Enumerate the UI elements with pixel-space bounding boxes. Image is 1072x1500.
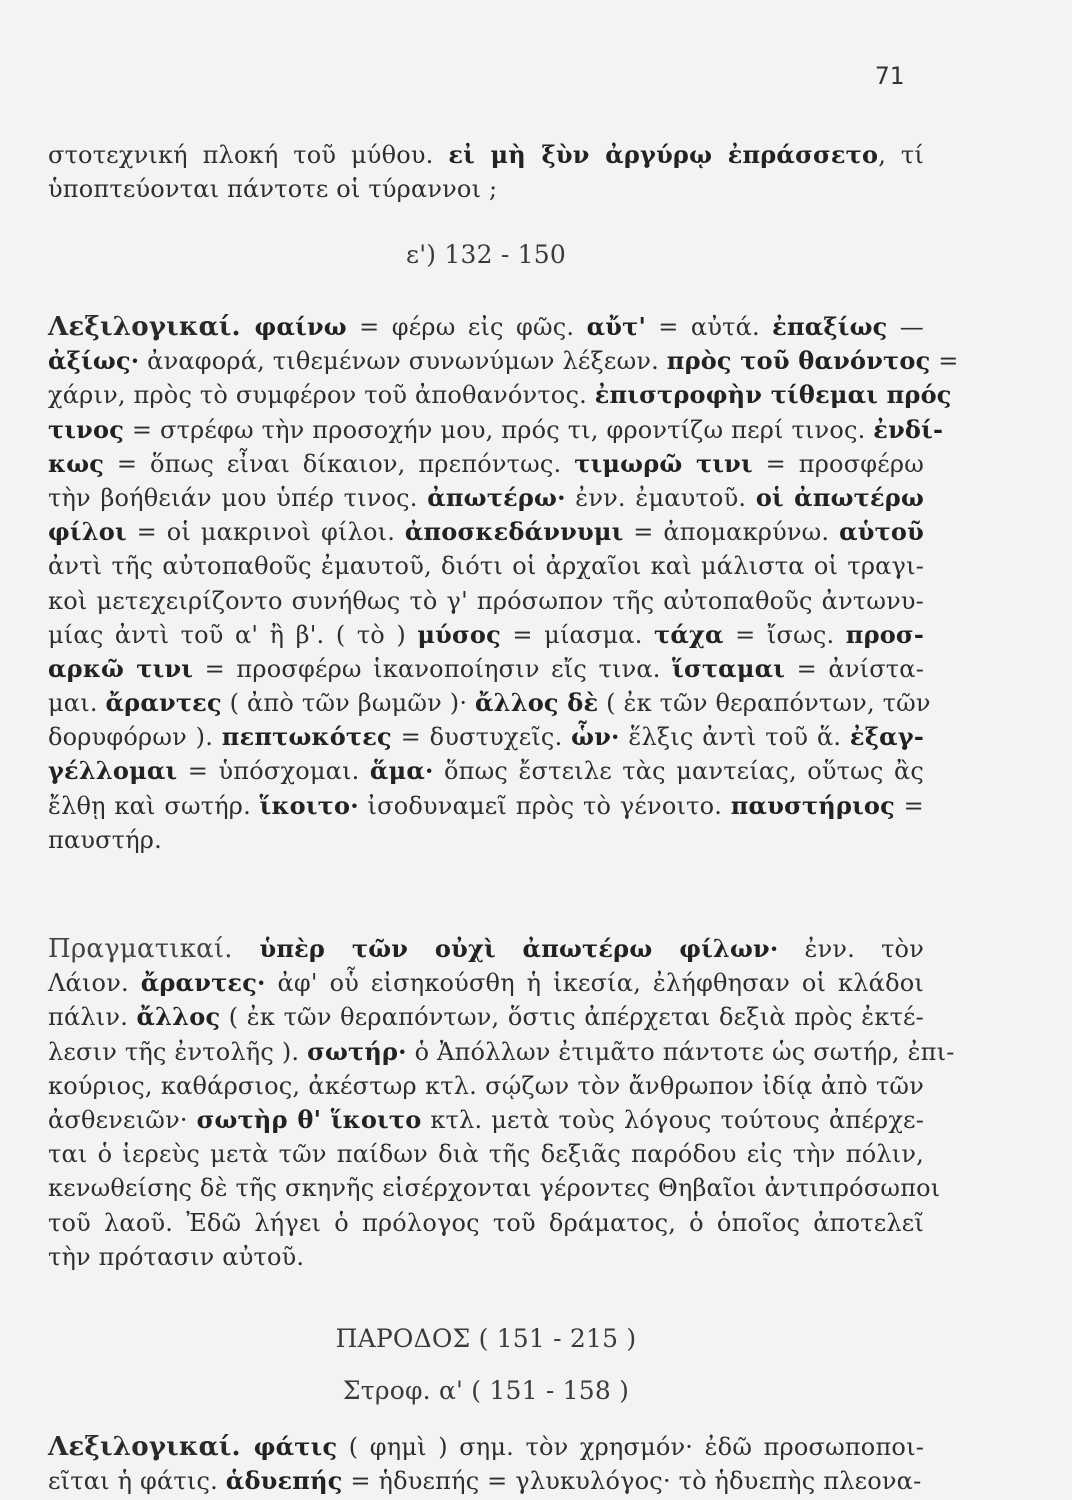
text-line bbox=[48, 1103, 924, 1137]
text-run: ὁ Ἀπόλλων ἐτιμᾶτο πάντοτε ὡς σωτήρ, ἐπι- bbox=[406, 1037, 955, 1066]
section-label: Πραγματικαί. bbox=[48, 934, 260, 964]
text-line bbox=[48, 1035, 955, 1069]
text-line bbox=[48, 1430, 924, 1464]
glossed-term: πρὸς τοῦ θανόντος bbox=[666, 346, 931, 376]
glossed-term: ὑπὲρ τῶν οὐχὶ ἀπωτέρω φίλων· bbox=[259, 934, 779, 963]
glossed-term: κως bbox=[48, 448, 105, 478]
text-line bbox=[48, 1137, 924, 1171]
text-line bbox=[48, 618, 924, 652]
text-run: ἐνν. τὸν bbox=[778, 935, 924, 963]
glossed-term: ἵσταμαι bbox=[672, 653, 786, 683]
text-run: κενωθείσης δὲ τῆς σκηνῆς εἰσέρχονται γέροντες Θηβαῖοι ἀντιπρόσωποι bbox=[48, 1174, 941, 1203]
text-run: — bbox=[887, 313, 924, 341]
paragraph-continuation bbox=[48, 138, 924, 206]
text-line bbox=[48, 413, 944, 447]
glossed-term: σωτήρ· bbox=[307, 1036, 407, 1066]
glossed-term: μύσος bbox=[417, 619, 501, 649]
text-line bbox=[48, 481, 924, 515]
text-line bbox=[48, 652, 924, 686]
text-run: ἀσθενειῶν· bbox=[48, 1105, 197, 1134]
text-run: = bbox=[930, 347, 959, 376]
text-run: = προσφέρω bbox=[752, 449, 924, 478]
text-line bbox=[48, 754, 924, 788]
text-run: ται ὁ ἱερεὺς μετὰ τῶν παίδων διὰ τῆς δεξιᾶς παρόδου εἰς τὴν πόλιν, bbox=[48, 1140, 924, 1169]
glossed-term: ἐξαγ- bbox=[849, 722, 924, 752]
glossed-term: ἐνδί- bbox=[873, 414, 944, 444]
text-run: ( ἐκ τῶν θεραπόντων, τῶν bbox=[598, 689, 931, 718]
glossed-term: γέλλομαι bbox=[48, 756, 178, 786]
glossed-term: σωτὴρ θ' ἵκοιτο bbox=[196, 1104, 422, 1134]
glossed-term: ἄλλος δὲ bbox=[475, 688, 599, 718]
glossed-term: ἅμα· bbox=[369, 756, 434, 786]
text-line bbox=[48, 1240, 924, 1274]
glossed-term: ἄραντες bbox=[105, 688, 222, 718]
glossed-term: ἐπαξίως bbox=[772, 312, 888, 341]
glossed-term: ἀξίως· bbox=[48, 346, 140, 376]
glossed-term: ἄραντες· bbox=[140, 968, 266, 998]
glossed-term: φαίνω bbox=[254, 312, 347, 341]
text-run: ἕλξις ἀντὶ τοῦ ἅ. bbox=[619, 723, 850, 752]
text-run: ὑποπτεύονται πάντοτε οἱ τύραννοι ; bbox=[48, 175, 498, 204]
text-run: Λάιον. bbox=[48, 969, 141, 998]
text-line bbox=[48, 378, 952, 412]
section-label: Λεξιλογικαί. bbox=[48, 312, 255, 342]
text-line bbox=[48, 549, 924, 583]
text-line bbox=[48, 584, 924, 618]
text-run: ἀντὶ τῆς αὐτοπαθοῦς ἐμαυτοῦ, διότι οἱ ἀρχαῖοι καὶ μάλιστα οἱ τραγι- bbox=[48, 552, 924, 581]
text-run: = φέρω εἰς φῶς. bbox=[346, 313, 587, 341]
text-run: ἐνν. ἐμαυτοῦ. bbox=[565, 483, 756, 512]
text-run: ( ἐκ τῶν θεραπόντων, ὅστις ἀπέρχεται δεξιὰ πρὸς ἐκτέ- bbox=[220, 1003, 924, 1032]
text-run: στοτεχνική πλοκή τοῦ μύθου. bbox=[48, 141, 449, 169]
glossed-term: ἐπιστροφὴν τίθεμαι πρός bbox=[594, 380, 952, 410]
text-run: = ὑπόσχομαι. bbox=[177, 757, 370, 786]
text-run: = bbox=[894, 791, 924, 820]
glossed-term: παυστήριος bbox=[730, 790, 895, 820]
text-line bbox=[48, 1206, 924, 1240]
glossed-term: ἀπωτέρω· bbox=[427, 482, 566, 512]
text-line bbox=[48, 447, 924, 481]
page-number: 71 bbox=[875, 62, 904, 90]
text-run: μαι. bbox=[48, 689, 106, 718]
glossed-term: αὔτ' bbox=[586, 312, 646, 341]
text-run: = ἀνίστα- bbox=[785, 654, 925, 683]
text-line bbox=[48, 720, 924, 754]
text-run: ἀφ' οὗ εἰσηκούσθη ἡ ἱκεσία, ἐλήφθησαν οἱ κλάδοι bbox=[265, 969, 924, 998]
text-run: = δυστυχεῖς. bbox=[391, 723, 572, 752]
text-run: τοῦ λαοῦ. Ἐδῶ λήγει ὁ πρόλογος τοῦ δράματος, ὁ ὁποῖος ἀποτελεῖ bbox=[48, 1208, 924, 1237]
section-heading-132-150: ε') 132 - 150 bbox=[406, 240, 566, 269]
text-run: λεσιν τῆς ἐντολῆς ). bbox=[48, 1037, 308, 1066]
text-run: κτλ. μετὰ τοὺς λόγους τούτους ἀπέρχε- bbox=[421, 1105, 924, 1134]
text-run: = προσφέρω ἱκανοποίησιν εἴς τινα. bbox=[193, 654, 673, 683]
glossed-term: ὧν· bbox=[571, 722, 620, 752]
text-run: , τί bbox=[878, 141, 925, 169]
text-run: = αὐτά. bbox=[646, 313, 773, 341]
text-line bbox=[48, 1000, 924, 1034]
section-heading-strophe: Στροφ. α' ( 151 - 158 ) bbox=[342, 1376, 630, 1405]
glossed-term: εἰ μὴ ξὺν ἀργύρῳ ἐπράσσετο bbox=[448, 140, 879, 169]
glossed-term: τάχα bbox=[654, 619, 724, 649]
text-line bbox=[48, 1171, 941, 1205]
text-run: = στρέφω τὴν προσοχήν μου, πρός τι, φροντίζω περί τινος. bbox=[124, 415, 874, 444]
text-line bbox=[48, 138, 924, 172]
glossed-term: αρκῶ τινι bbox=[48, 653, 194, 683]
glossed-term: ἵκοιτο· bbox=[259, 790, 359, 820]
text-run: μίας ἀντὶ τοῦ α' ἢ β'. ( τὸ ) bbox=[48, 620, 418, 649]
text-line bbox=[48, 310, 924, 344]
text-run: τὴν πρότασιν αὐτοῦ. bbox=[48, 1242, 305, 1271]
text-run: χάριν, πρὸς τὸ συμφέρον τοῦ ἀποθανόντος. bbox=[48, 381, 595, 410]
glossed-term: προσ- bbox=[845, 619, 924, 649]
text-run: ἔλθῃ καὶ σωτήρ. bbox=[48, 791, 260, 820]
text-run: δορυφόρων ). bbox=[48, 723, 222, 752]
section-label: Λεξιλογικαί. bbox=[48, 1432, 254, 1462]
glossed-term: φίλοι bbox=[48, 517, 127, 547]
paragraph-factual-notes bbox=[48, 932, 955, 1274]
text-run: κοὶ μετεχειρίζοντο συνήθως τὸ γ' πρόσωπον τῆς αὐτοπαθοῦς ἀντωνυ- bbox=[48, 586, 924, 615]
text-line bbox=[48, 515, 924, 549]
text-run: = οἱ μακρινοὶ φίλοι. bbox=[126, 518, 405, 547]
section-heading-parodos: ΠΑΡΟΔΟΣ ( 151 - 215 ) bbox=[335, 1324, 637, 1353]
text-line bbox=[48, 686, 931, 720]
text-run: τὴν βοήθειάν μου ὑπέρ τινος. bbox=[48, 483, 428, 512]
text-run: εῖται ἡ φάτις. bbox=[48, 1467, 226, 1496]
glossed-term: πεπτωκότες bbox=[221, 722, 392, 752]
glossed-term: τιμωρῶ τινι bbox=[574, 448, 753, 478]
text-run: ( ἀπὸ τῶν βωμῶν )· bbox=[221, 689, 475, 718]
paragraph-lexical-notes bbox=[48, 310, 959, 857]
glossed-term: ἀποσκεδάννυμι bbox=[404, 517, 624, 547]
text-line bbox=[48, 1069, 924, 1103]
text-line bbox=[48, 966, 924, 1000]
text-line bbox=[48, 1464, 924, 1498]
glossed-term: αὑτοῦ bbox=[839, 517, 924, 547]
glossed-term: τινος bbox=[48, 414, 125, 444]
text-run: ἰσοδυναμεῖ πρὸς τὸ γένοιτο. bbox=[358, 791, 731, 820]
text-run: = ἴσως. bbox=[723, 620, 846, 649]
paragraph-lexical-notes-strophe bbox=[48, 1430, 924, 1498]
text-line bbox=[48, 344, 959, 378]
text-run: = ὅπως εἶναι δίκαιον, πρεπόντως. bbox=[104, 449, 575, 478]
glossed-term: οἱ ἀπωτέρω bbox=[755, 482, 925, 512]
text-run: = μίασμα. bbox=[500, 620, 655, 649]
text-run: ὅπως ἔστειλε τὰς μαντείας, οὕτως ἂς bbox=[433, 757, 924, 786]
text-run: = ἡδυεπής = γλυκυλόγος· τὸ ἡδυεπὴς πλεονα- bbox=[342, 1467, 922, 1496]
text-line bbox=[48, 932, 924, 966]
text-run: ἀναφορά, τιθεμένων συνωνύμων λέξεων. bbox=[139, 347, 667, 376]
text-run: ( φημὶ ) σημ. τὸν χρησμόν· ἐδῶ προσωποποι- bbox=[337, 1433, 925, 1461]
glossed-term: ἄλλος bbox=[136, 1002, 221, 1032]
text-line bbox=[48, 172, 924, 206]
glossed-term: ἁδυεπής bbox=[225, 1466, 343, 1496]
text-run: πάλιν. bbox=[48, 1003, 137, 1032]
glossed-term: φάτις bbox=[253, 1432, 338, 1461]
text-run: κούριος, καθάρσιος, ἀκέστωρ κτλ. σῴζων τὸν ἄνθρωπον ἰδίᾳ ἀπὸ τῶν bbox=[48, 1071, 924, 1100]
text-run: = ἀπομακρύνω. bbox=[623, 518, 840, 547]
text-line bbox=[48, 823, 924, 857]
text-run: παυστήρ. bbox=[48, 825, 162, 854]
text-line bbox=[48, 789, 924, 823]
